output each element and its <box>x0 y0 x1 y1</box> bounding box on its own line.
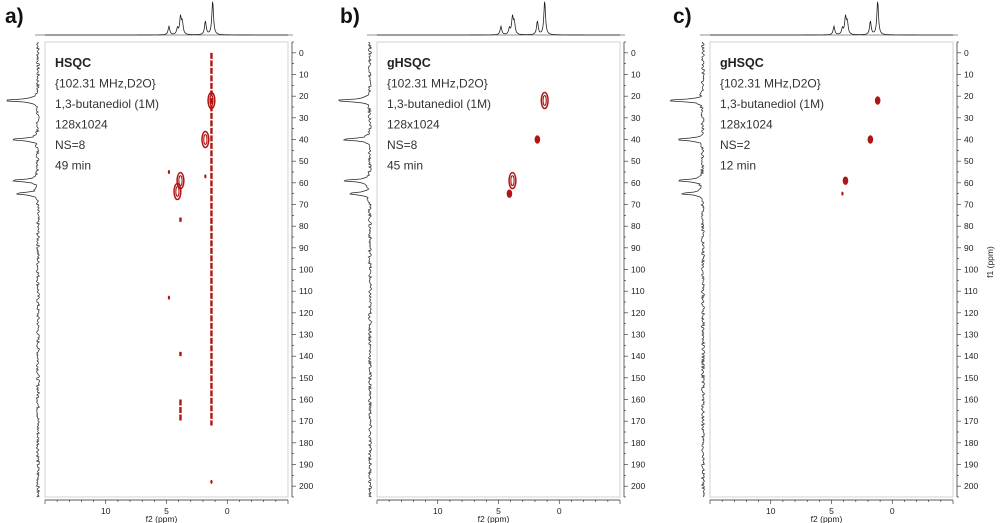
f1-tick-label: 30 <box>964 112 974 123</box>
f1-tick-label: 180 <box>964 437 979 448</box>
experiment-parameter: 1,3-butanediol (1M) <box>387 97 492 111</box>
experiment-parameter: NS=8 <box>55 138 86 152</box>
f1-tick-label: 90 <box>964 242 974 253</box>
cross-peak-inner <box>543 96 546 106</box>
f1-tick-label: 190 <box>964 459 979 470</box>
f1-tick-label: 50 <box>299 156 309 167</box>
f2-tick-label: 10 <box>101 506 111 516</box>
f1-tick-label: 160 <box>964 394 979 405</box>
cross-peak <box>168 296 170 300</box>
cross-peak-inner <box>204 135 207 145</box>
f1-tick-label: 70 <box>299 199 309 210</box>
f1-tick-label: 30 <box>631 112 641 123</box>
f1-tick-label: 80 <box>299 221 309 232</box>
f1-tick-label: 150 <box>299 372 314 383</box>
experiment-parameter: {102.31 MHz,D2O} <box>720 76 821 91</box>
f1-tick-label: 140 <box>964 351 979 362</box>
cross-peak <box>210 480 212 484</box>
f1-tick-label: 100 <box>631 264 646 275</box>
f1-tick-label: 200 <box>299 481 314 492</box>
experiment-parameter: {102.31 MHz,D2O} <box>55 76 156 91</box>
experiment-parameter: 49 min <box>55 158 92 173</box>
cross-peak-inner <box>511 176 514 186</box>
f1-tick-label: 0 <box>631 47 636 58</box>
f2-tick-label: 10 <box>433 506 443 516</box>
f1-tick-label: 140 <box>631 351 646 362</box>
f1-tick-label: 120 <box>631 307 646 318</box>
cross-peak <box>868 136 873 144</box>
f1-projection-trace <box>670 42 704 497</box>
cross-peak <box>509 173 516 189</box>
f1-tick-label: 110 <box>299 286 313 297</box>
f1-tick-label: 140 <box>299 351 314 362</box>
f1-tick-label: 200 <box>964 481 979 492</box>
f1-tick-label: 160 <box>631 394 646 405</box>
f1-tick-label: 10 <box>964 69 974 80</box>
cross-peak <box>541 93 548 109</box>
f1-tick-label: 60 <box>299 177 309 188</box>
f2-tick-label: 0 <box>556 506 562 516</box>
experiment-parameter: 128x1024 <box>387 117 440 132</box>
f2-tick-label: 5 <box>164 506 169 516</box>
f1-axis-title: f1 (ppm) <box>985 246 995 278</box>
f1-tick-label: 130 <box>631 329 646 340</box>
f1-projection <box>7 42 40 497</box>
f1-tick-label: 90 <box>299 242 309 253</box>
f1-tick-label: 170 <box>964 416 979 427</box>
panel-label: c) <box>673 5 692 28</box>
experiment-parameter: NS=8 <box>387 138 418 152</box>
f1-tick-label: 160 <box>299 394 314 405</box>
f1-projection-trace <box>7 42 40 497</box>
f1-tick-label: 170 <box>631 416 646 427</box>
cross-peak <box>202 132 209 148</box>
f1-tick-label: 130 <box>299 329 314 340</box>
f1-tick-label: 60 <box>964 177 974 188</box>
f1-tick-label: 70 <box>964 199 974 210</box>
f1-tick-label: 200 <box>631 481 646 492</box>
f2-tick-label: 0 <box>224 506 230 516</box>
f1-tick-label: 10 <box>299 69 309 80</box>
cross-peaks <box>841 97 880 196</box>
f2-tick-label: 10 <box>766 506 776 516</box>
f2-tick-label: 5 <box>829 506 834 516</box>
cross-peak <box>841 192 843 196</box>
f1-tick-label: 150 <box>631 372 646 383</box>
experiment-parameter: 1,3-butanediol (1M) <box>55 97 160 111</box>
f2-projection-trace <box>45 2 288 35</box>
f1-tick-label: 100 <box>964 264 979 275</box>
experiment-parameter: 12 min <box>720 158 757 173</box>
f1-tick-label: 120 <box>299 307 314 318</box>
f1-tick-label: 40 <box>299 134 309 145</box>
panel-c <box>670 2 978 523</box>
f1-tick-label: 50 <box>964 156 974 167</box>
f1-tick-label: 110 <box>631 286 645 297</box>
f1-tick-label: 120 <box>964 307 979 318</box>
f2-axis-title: f2 (ppm) <box>477 514 510 523</box>
cross-peak <box>204 174 206 178</box>
f1-projection <box>339 42 372 497</box>
cross-peaks <box>507 93 548 198</box>
cross-peak <box>168 170 170 174</box>
f2-projection-trace <box>377 2 620 35</box>
experiment-title: gHSQC <box>720 56 764 70</box>
f1-tick-label: 40 <box>631 134 641 145</box>
f1-tick-label: 190 <box>299 459 314 470</box>
panel-a <box>5 2 313 523</box>
panel-b <box>339 2 646 523</box>
f1-tick-label: 100 <box>299 264 314 275</box>
f1-tick-label: 150 <box>964 372 979 383</box>
f1-tick-label: 20 <box>299 91 309 102</box>
f2-tick-label: 0 <box>889 506 895 516</box>
cross-peaks <box>168 53 215 484</box>
f1-tick-label: 130 <box>964 329 979 340</box>
f1-tick-label: 110 <box>964 286 978 297</box>
panel-label: b) <box>340 5 360 28</box>
f2-tick-label: 5 <box>496 506 501 516</box>
experiment-parameter: {102.31 MHz,D2O} <box>387 76 488 91</box>
panel-label: a) <box>5 5 24 28</box>
experiment-parameter: 1,3-butanediol (1M) <box>720 97 825 111</box>
f1-tick-label: 180 <box>299 437 314 448</box>
f1-tick-label: 190 <box>631 459 646 470</box>
cross-peak <box>535 136 540 144</box>
f1-tick-label: 20 <box>964 91 974 102</box>
experiment-parameter: 128x1024 <box>720 117 773 132</box>
f1-tick-label: 0 <box>964 47 969 58</box>
f1-tick-label: 60 <box>631 177 641 188</box>
f1-tick-label: 170 <box>299 416 314 427</box>
f1-tick-label: 90 <box>631 242 641 253</box>
experiment-title: HSQC <box>55 56 92 70</box>
f1-tick-label: 30 <box>299 112 309 123</box>
experiment-parameter: 128x1024 <box>55 117 108 132</box>
f1-tick-label: 20 <box>631 91 641 102</box>
f1-tick-label: 80 <box>631 221 641 232</box>
f1-projection <box>670 42 704 497</box>
cross-peak <box>507 190 512 198</box>
cross-peak <box>843 177 848 185</box>
f2-axis-title: f2 (ppm) <box>810 514 843 523</box>
f2-axis-title: f2 (ppm) <box>145 514 178 523</box>
f2-projection-trace <box>710 2 953 35</box>
f1-tick-label: 50 <box>631 156 641 167</box>
f1-tick-label: 40 <box>964 134 974 145</box>
experiment-parameter: 45 min <box>387 158 424 173</box>
f1-tick-label: 10 <box>631 69 641 80</box>
f1-tick-label: 180 <box>631 437 646 448</box>
experiment-title: gHSQC <box>387 56 431 70</box>
f1-tick-label: 80 <box>964 221 974 232</box>
f1-tick-label: 70 <box>631 199 641 210</box>
cross-peak-inner <box>176 187 179 197</box>
cross-peak <box>875 97 880 105</box>
f1-projection-trace <box>339 42 372 497</box>
f1-tick-label: 0 <box>299 47 304 58</box>
experiment-parameter: NS=2 <box>720 138 751 152</box>
